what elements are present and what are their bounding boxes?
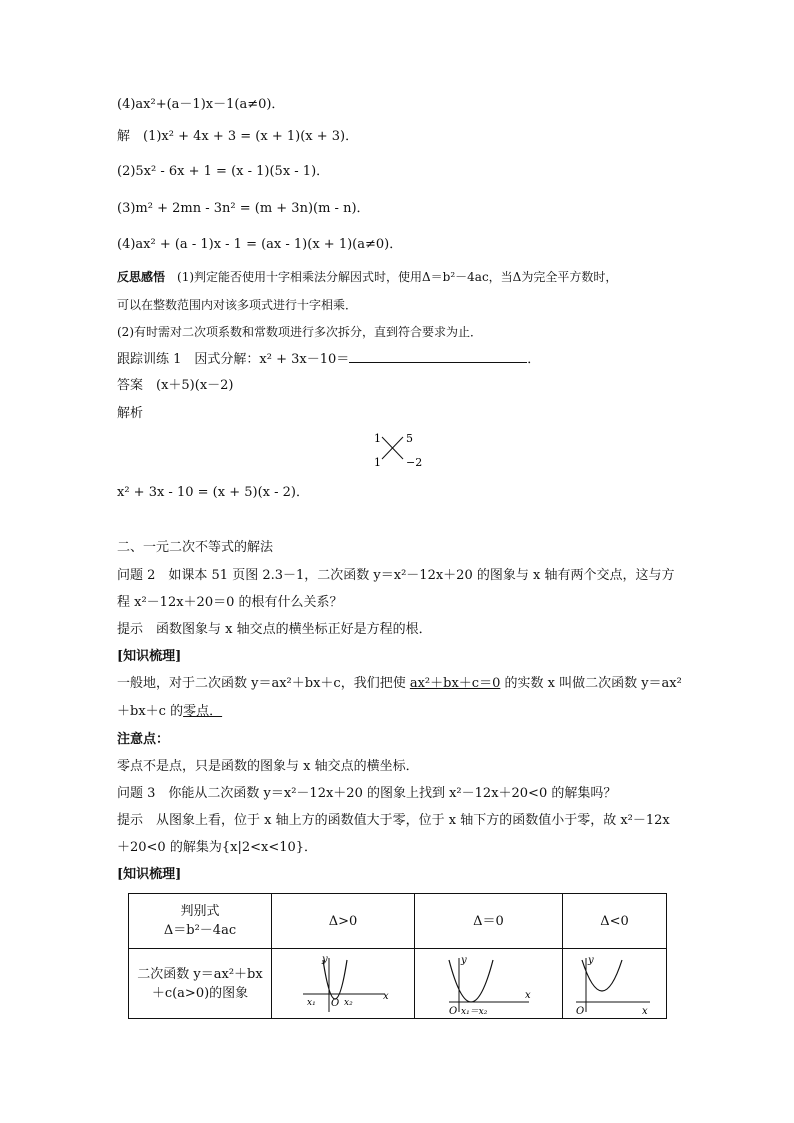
answer-blank — [349, 350, 527, 363]
graph-cell-zero — [415, 949, 563, 1019]
definition-text-2a: ＋bx＋c 的 — [117, 704, 184, 719]
solution-2: (2)5x² - 6x + 1 = (x - 1)(5x - 1)． — [117, 164, 330, 179]
solution-3: (3)m² + 2mn - 3n² = (m + 3n)(m - n)． — [117, 201, 370, 216]
row-label — [129, 949, 272, 1019]
solution-4: (4)ax² + (a - 1)x - 1 = (ax - 1)(x + 1)(a≠0)． — [117, 237, 403, 252]
definition-line-2 — [117, 703, 222, 721]
graph-one-root — [439, 952, 539, 1016]
knowledge-heading-2: [知识梳理] — [117, 867, 182, 882]
definition-text-1a: 一般地，对于二次函数 y＝ax²＋bx＋c，我们把使 — [117, 676, 410, 691]
header-discriminant-label: 判别式 — [180, 904, 220, 919]
definition-underline-2: 零点． — [183, 704, 223, 719]
reflection-line-1b: 可以在整数范围内对该多项式进行十字相乘． — [117, 298, 358, 312]
header-zero: Δ＝0 — [415, 894, 563, 949]
header-positive: Δ>0 — [272, 894, 415, 949]
example-4: (4)ax²+(a－1)x－1(a≠0)． — [117, 97, 285, 112]
hint-2: 提示 函数图象与 x 轴交点的横坐标正好是方程的根． — [117, 622, 432, 637]
reflection-line-2: (2)有时需对二次项系数和常数项进行多次拆分，直到符合要求为止． — [117, 325, 483, 339]
root-x2-label: x₂ — [344, 997, 353, 1008]
header-negative: Δ<0 — [563, 894, 667, 949]
graph-two-roots — [293, 952, 393, 1016]
follow-up-exercise — [117, 350, 540, 369]
factor-result: x² + 3x - 10 = (x + 5)(x - 2)． — [117, 485, 309, 500]
parabola-curve — [449, 960, 493, 1002]
cross-bottom-left: 1 — [374, 456, 381, 469]
header-discriminant-formula: Δ＝b²－4ac — [163, 923, 237, 938]
question-2-line-1: 问题 2 如课本 51 页图 2.3－1，二次函数 y＝x²－12x＋20 的图象与 x 轴有两个交点，这与方 — [117, 568, 675, 583]
origin-label: O — [331, 997, 340, 1009]
graph-cell-negative — [563, 949, 667, 1019]
definition-line-1 — [117, 675, 682, 693]
answer-line: 答案 (x＋5)(x－2) — [117, 378, 234, 393]
analysis-label: 解析 — [117, 406, 144, 421]
section-heading: 二、一元二次不等式的解法 — [117, 540, 274, 555]
definition-text-1b: 的实数 x 叫做二次函数 y＝ax² — [500, 676, 682, 691]
header-discriminant — [129, 894, 272, 949]
cross-multiplication-diagram — [366, 428, 426, 470]
x-axis-label: x — [641, 1005, 648, 1016]
knowledge-heading-1: [知识梳理] — [117, 649, 182, 664]
note-label: 注意点： — [117, 732, 170, 747]
parabola-curve — [323, 960, 347, 999]
graph-no-roots — [570, 952, 660, 1016]
graph-cell-positive — [272, 949, 415, 1019]
question-2-line-2: 程 x²－12x＋20＝0 的根有什么关系？ — [117, 595, 343, 610]
discriminant-table — [128, 893, 667, 1019]
definition-underline-1: ax²＋bx＋c＝0 — [409, 676, 501, 691]
reflection-label: 反思感悟 — [117, 270, 166, 284]
table-graph-row — [129, 949, 667, 1019]
y-axis-label: y — [587, 954, 594, 966]
table-header-row — [129, 894, 667, 949]
hint-3-line-2: ＋20<0 的解集为{x|2<x<10}． — [117, 840, 318, 855]
cross-bottom-right: −2 — [406, 456, 423, 469]
row-label-line-1: 二次函数 y＝ax²＋bx — [137, 966, 263, 982]
origin-label: O — [575, 1005, 584, 1016]
double-root-label: x₁＝x₂ — [460, 1006, 487, 1016]
hint-3-line-1: 提示 从图象上看，位于 x 轴上方的函数值大于零，位于 x 轴下方的函数值小于零，故 x²－12x — [117, 813, 670, 828]
root-x1-label: x₁ — [307, 997, 316, 1008]
reflection-line-1 — [117, 268, 617, 286]
reflection-text-1: (1)判定能否使用十字相乘法分解因式时，使用Δ＝b²－4ac，当Δ为完全平方数时， — [165, 270, 618, 284]
y-axis-label: y — [322, 953, 328, 965]
follow-up-label: 跟踪训练 1 因式分解：x² + 3x－10＝ — [117, 352, 350, 367]
row-label-line-2: ＋c(a>0)的图象 — [151, 985, 249, 1001]
y-axis-label: y — [460, 954, 467, 966]
note-text: 零点不是点，只是函数的图象与 x 轴交点的横坐标． — [117, 759, 419, 774]
origin-label: O — [448, 1005, 457, 1016]
solution-1: 解 (1)x² + 4x + 3 = (x + 1)(x + 3)． — [117, 129, 359, 144]
x-axis-label: x — [383, 990, 389, 1002]
cross-top-right: 5 — [406, 432, 413, 445]
follow-up-end: ． — [527, 352, 541, 367]
x-axis-label: x — [524, 989, 531, 1001]
question-3: 问题 3 你能从二次函数 y＝x²－12x＋20 的图象上找到 x²－12x＋20<0 的解集吗？ — [117, 786, 617, 801]
cross-top-left: 1 — [374, 432, 381, 445]
